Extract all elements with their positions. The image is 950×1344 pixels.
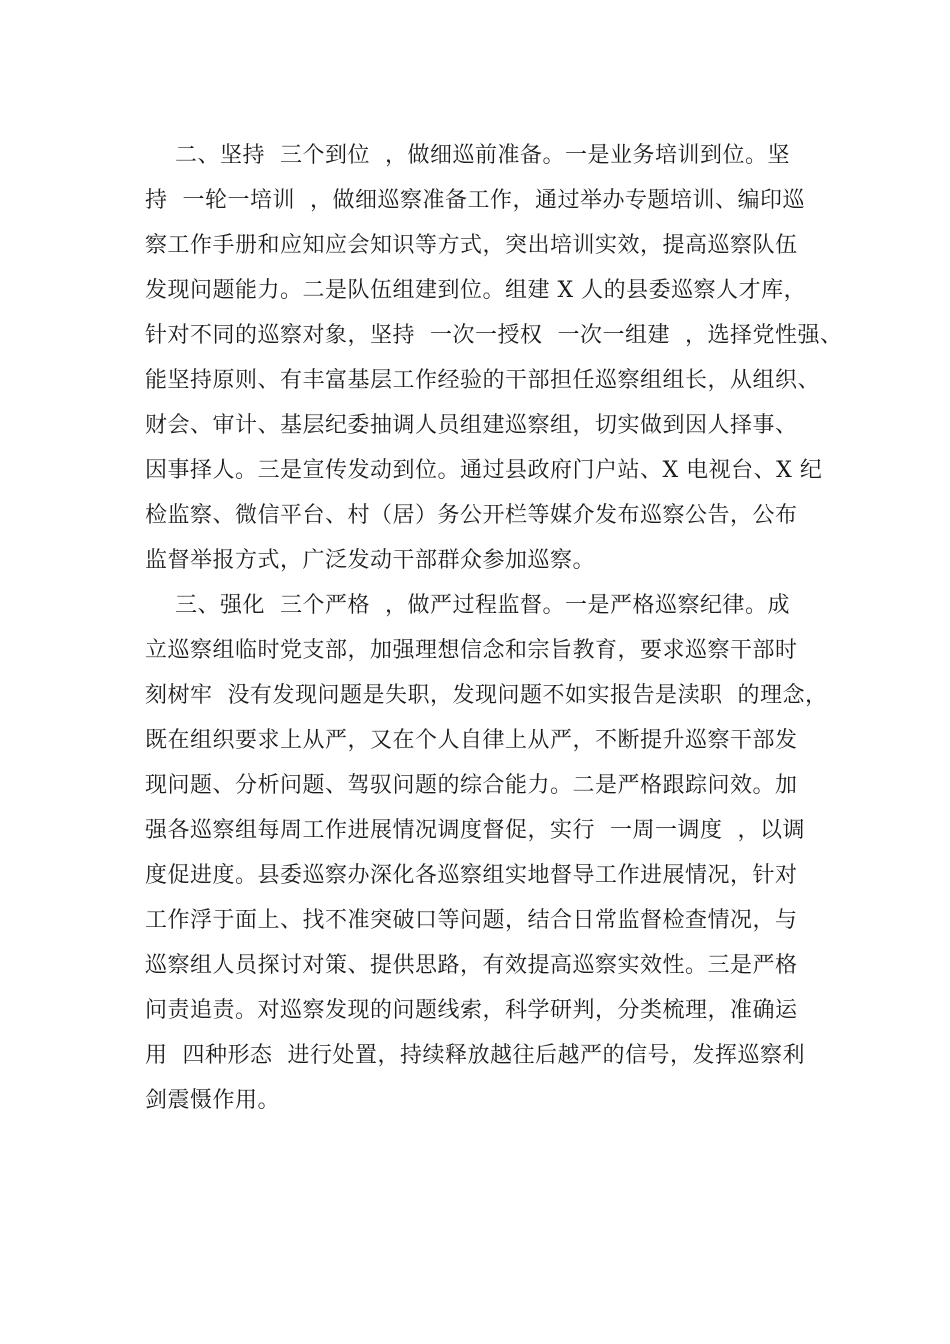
text-line: 财会、审计、基层纪委抽调人员组建巡察组，切实做到因人择事、 — [145, 413, 798, 438]
text-line: 监督举报方式，广泛发动干部群众参加巡察。 — [145, 548, 596, 573]
text-line: 针对不同的巡察对象，坚持 一次一授权 一次一组建 ，选择党性强、 — [145, 323, 843, 348]
text-line: 既在组织要求上从严，又在个人自律上从严，不断提升巡察干部发 — [145, 728, 798, 753]
text-line: 问责追责。对巡察发现的问题线索，科学研判，分类梳理，准确运 — [145, 998, 798, 1023]
text-line: 持 一轮一培训 ，做细巡察准备工作，通过举办专题培训、编印巡 — [145, 188, 805, 213]
text-line: 剑震慑作用。 — [145, 1088, 281, 1113]
text-line: 巡察组人员探讨对策、提供思路，有效提高巡察实效性。三是严格 — [145, 953, 798, 978]
text-line: 刻树牢 没有发现问题是失职，发现问题不如实报告是渎职 的理念， — [145, 683, 828, 708]
text-line: 发现问题能力。二是队伍组建到位。组建 X 人的县委巡察人才库， — [145, 278, 807, 303]
paragraph-2 — [145, 133, 843, 583]
text-line: 察工作手册和应知应会知识等方式，突出培训实效，提高巡察队伍 — [145, 233, 798, 258]
document-body — [145, 133, 843, 1123]
text-line: 用 四种形态 进行处置，持续释放越往后越严的信号，发挥巡察利 — [145, 1043, 805, 1068]
text-line: 检监察、微信平台、村（居）务公开栏等媒介发布巡察公告，公布 — [145, 503, 798, 528]
text-line: 立巡察组临时党支部，加强理想信念和宗旨教育，要求巡察干部时 — [145, 638, 798, 663]
text-line: 三、强化 三个严格 ，做严过程监督。一是严格巡察纪律。成 — [145, 593, 790, 618]
paragraph-3 — [145, 583, 828, 1123]
text-line: 强各巡察组每周工作进展情况调度督促，实行 一周一调度 ，以调 — [145, 818, 805, 843]
text-line: 工作浮于面上、找不准突破口等问题，结合日常监督检查情况，与 — [145, 908, 798, 933]
text-line: 现问题、分析问题、驾驭问题的综合能力。二是严格跟踪问效。加 — [145, 773, 798, 798]
text-line: 能坚持原则、有丰富基层工作经验的干部担任巡察组组长，从组织、 — [145, 368, 821, 393]
text-line: 因事择人。三是宣传发动到位。通过县政府门户站、X 电视台、X 纪 — [145, 458, 823, 483]
text-line: 度促进度。县委巡察办深化各巡察组实地督导工作进展情况，针对 — [145, 863, 798, 888]
text-line: 二、坚持 三个到位 ，做细巡前准备。一是业务培训到位。坚 — [145, 143, 790, 168]
